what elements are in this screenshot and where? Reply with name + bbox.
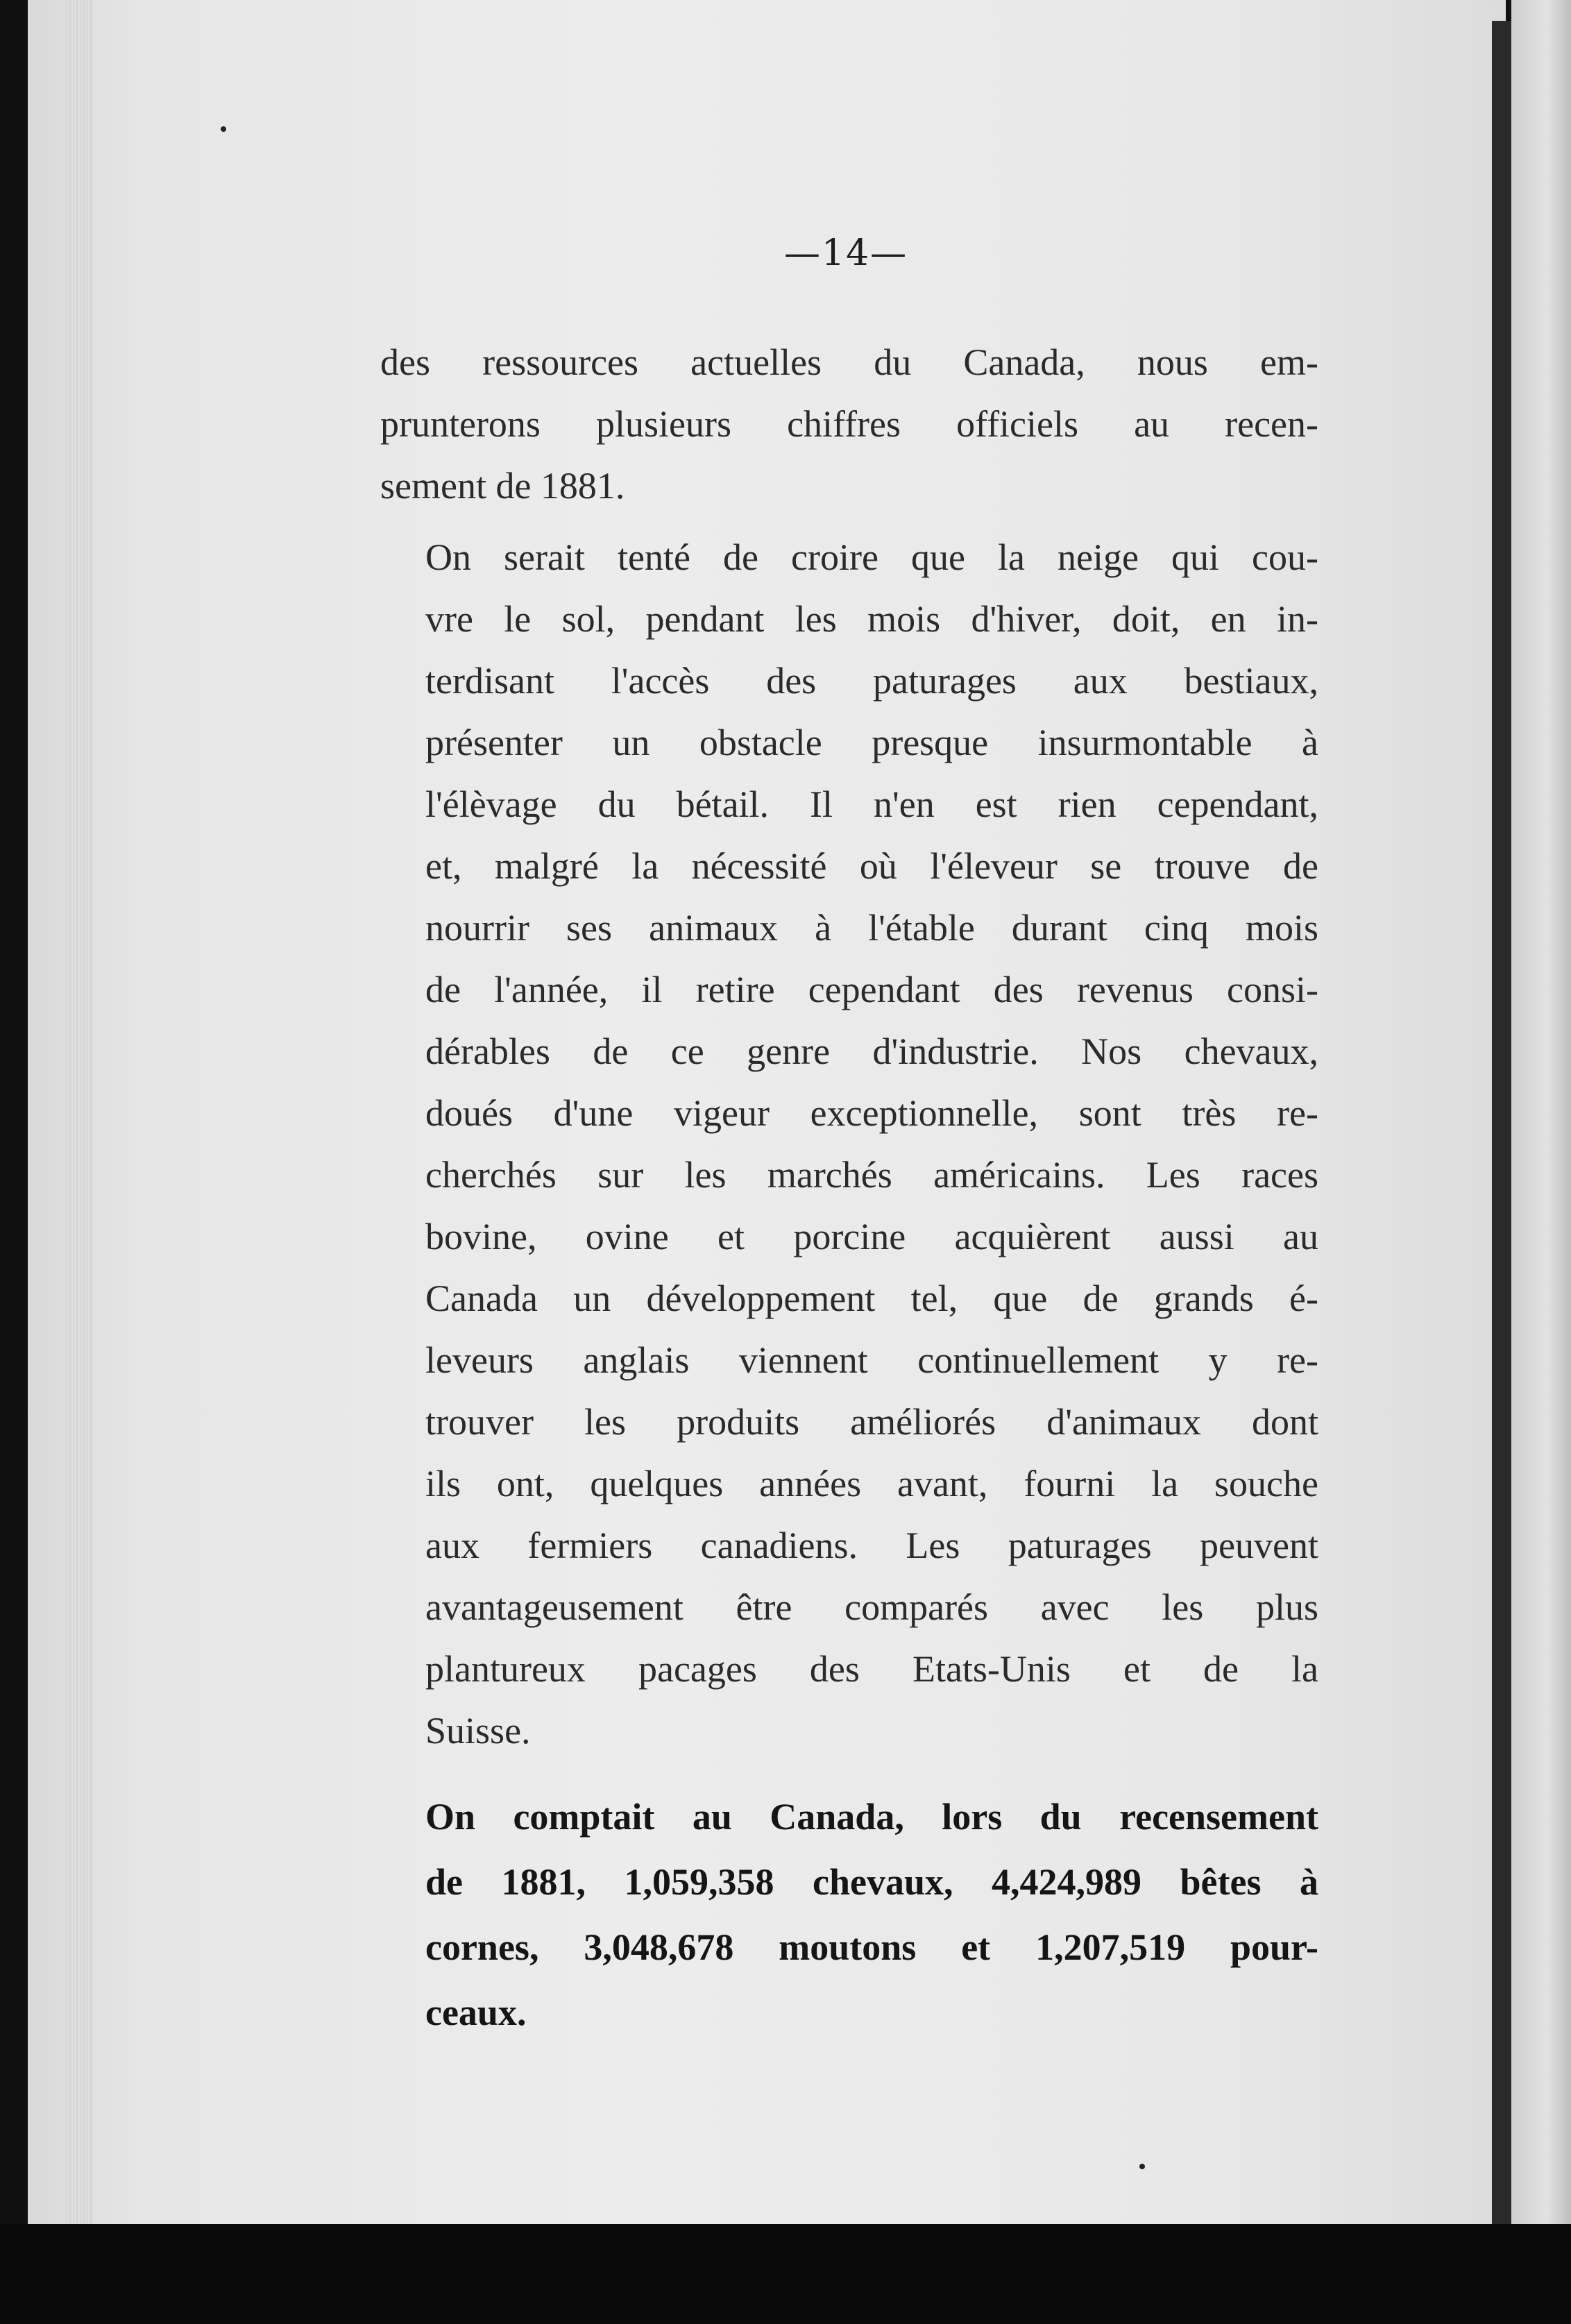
text-line: aux fermiers canadiens. Les paturages peuvent — [425, 1525, 1318, 1566]
text-line: avantageusement être comparés avec les plus — [425, 1586, 1318, 1628]
text-line: présenter un obstacle presque insurmontable à — [425, 722, 1318, 763]
text-line: l'élèvage du bétail. Il n'en est rien cependant, — [425, 783, 1318, 825]
ink-speck — [1139, 2164, 1145, 2169]
text-line: vre le sol, pendant les mois d'hiver, doit, en in- — [425, 598, 1318, 640]
text-line: plantureux pacages des Etats-Unis et de la — [425, 1648, 1318, 1690]
text-line: de l'année, il retire cependant des revenus consi- — [425, 969, 1318, 1010]
paragraph-1 — [380, 332, 1318, 517]
text-line: leveurs anglais viennent continuellement y re- — [425, 1339, 1318, 1381]
text-line: trouver les produits améliorés d'animaux dont — [425, 1401, 1318, 1443]
text-line: Suisse. — [425, 1710, 531, 1752]
text-line: On comptait au Canada, lors du recensement — [425, 1796, 1318, 1838]
paragraph-2 — [380, 527, 1318, 1762]
text-line: de 1881, 1,059,358 chevaux, 4,424,989 bêtes à — [425, 1861, 1318, 1903]
text-line: cornes, 3,048,678 moutons et 1,207,519 pour- — [425, 1926, 1318, 1968]
text-line: ceaux. — [425, 1992, 527, 2033]
page-edge-shadow — [1492, 21, 1511, 2224]
text-line: dérables de ce genre d'industrie. Nos chevaux, — [425, 1030, 1318, 1072]
body-text — [380, 332, 1318, 2045]
text-line: et, malgré la nécessité où l'éleveur se trouve de — [425, 845, 1318, 887]
next-page-edge — [1511, 0, 1571, 2324]
text-line: ils ont, quelques années avant, fourni la souche — [425, 1463, 1318, 1504]
text-line: terdisant l'accès des paturages aux bestiaux, — [425, 660, 1318, 702]
scan-bottom-border — [0, 2224, 1571, 2324]
paragraph-3 — [380, 1784, 1318, 2045]
text-line: sement de 1881. — [380, 465, 625, 507]
text-line: bovine, ovine et porcine acquièrent aussi au — [425, 1216, 1318, 1257]
text-line: On serait tenté de croire que la neige qui cou- — [425, 536, 1318, 578]
text-line: nourrir ses animaux à l'étable durant cinq mois — [425, 907, 1318, 949]
text-line: doués d'une vigeur exceptionnelle, sont très re- — [425, 1092, 1318, 1134]
text-line: cherchés sur les marchés américains. Les races — [425, 1154, 1318, 1196]
ink-speck — [221, 126, 226, 132]
text-line: Canada un développement tel, que de grands é- — [425, 1278, 1318, 1319]
book-gutter — [66, 0, 94, 2231]
text-line: prunterons plusieurs chiffres officiels au recen- — [380, 403, 1318, 445]
page-number: —14— — [784, 232, 908, 274]
text-line: des ressources actuelles du Canada, nous em- — [380, 341, 1318, 383]
